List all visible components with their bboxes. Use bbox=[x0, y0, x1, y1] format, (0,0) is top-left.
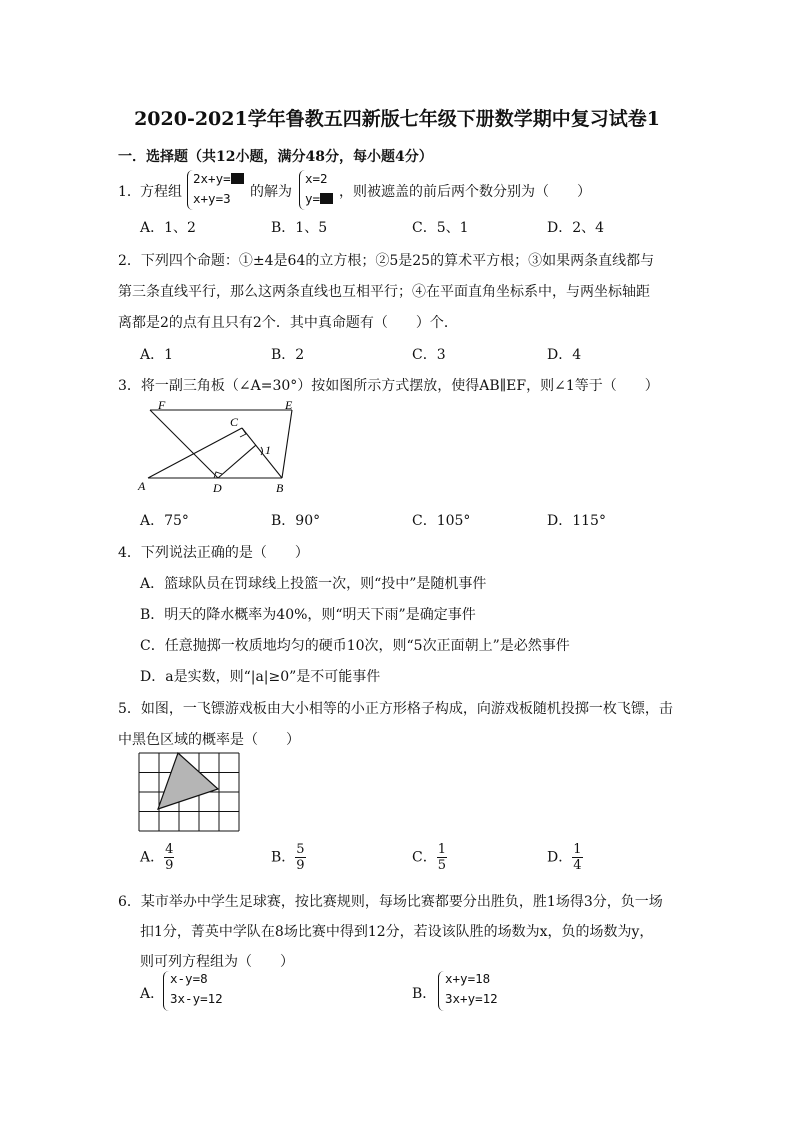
q1-system bbox=[193, 169, 244, 209]
shaded-triangle bbox=[158, 753, 218, 809]
denominator: 9 bbox=[296, 858, 305, 873]
q2-line2: 第三条直线平行，那么这两条直线也互相平行；④在平面直角坐标系中，与两坐标轴距 bbox=[118, 284, 650, 300]
label-d: D bbox=[213, 481, 222, 495]
q1-eq2: x+y=3 bbox=[193, 191, 231, 206]
q5-option-d-letter: D． bbox=[547, 849, 573, 866]
q5-option-d[interactable] bbox=[547, 842, 583, 873]
q1-option-d[interactable]: D．2、4 bbox=[547, 220, 605, 236]
label-e: E bbox=[285, 398, 293, 412]
label-b: B bbox=[276, 481, 284, 495]
q2-line3: 离都是2的点有且只有2个．其中真命题有（ ）个． bbox=[118, 315, 458, 331]
q2-line1: 2．下列四个命题：①±4是64的立方根；②5是25的算术平方根；③如果两条直线都与 bbox=[118, 253, 655, 269]
q4-stem: 4．下列说法正确的是（ ） bbox=[118, 545, 309, 561]
label-a: A bbox=[138, 479, 146, 493]
q5-option-a-letter: A． bbox=[140, 849, 165, 866]
angle-1-arc bbox=[261, 447, 263, 455]
q6-b-eq1: x+y=18 bbox=[445, 971, 491, 986]
q6-line2: 扣1分，菁英中学队在8场比赛中得到12分，若设该队胜的场数为x，负的场数为y， bbox=[140, 924, 654, 940]
numerator: 1 bbox=[437, 842, 446, 857]
q5-line2: 中黑色区域的概率是（ ） bbox=[118, 732, 300, 748]
page-title: 2020-2021学年鲁教五四新版七年级下册数学期中复习试卷1 bbox=[134, 108, 660, 130]
cover-block bbox=[320, 193, 333, 204]
q6-option-b-letter[interactable]: B． bbox=[412, 986, 437, 1002]
q3-option-b[interactable]: B．90° bbox=[271, 513, 321, 529]
fraction bbox=[164, 842, 174, 873]
q5-option-b[interactable] bbox=[271, 842, 306, 873]
q6-b-brace bbox=[438, 971, 444, 1011]
q5-option-b-letter: B． bbox=[271, 849, 296, 866]
q1-eq1: 2x+y= bbox=[193, 171, 231, 186]
denominator: 4 bbox=[573, 858, 582, 873]
q3-option-c[interactable]: C．105° bbox=[412, 513, 471, 529]
q6-option-a-system[interactable] bbox=[170, 969, 223, 1009]
q2-option-a[interactable]: A．1 bbox=[140, 347, 174, 363]
q3-option-d[interactable]: D．115° bbox=[547, 513, 606, 529]
label-f: F bbox=[158, 398, 166, 412]
q1-number: 1． bbox=[118, 184, 141, 200]
denominator: 9 bbox=[165, 858, 174, 873]
q1-option-a[interactable]: A．1、2 bbox=[140, 220, 196, 236]
q2-option-c[interactable]: C．3 bbox=[412, 347, 446, 363]
q6-a-brace bbox=[163, 971, 169, 1011]
label-c: C bbox=[230, 415, 239, 429]
q2-option-d[interactable]: D．4 bbox=[547, 347, 582, 363]
numerator: 1 bbox=[573, 842, 582, 857]
q1-s2: y= bbox=[305, 191, 321, 206]
section-heading: 一．选择题（共12小题，满分48分，每小题4分） bbox=[118, 149, 433, 165]
q1-pre: 方程组 bbox=[140, 184, 182, 200]
line-eb bbox=[282, 410, 292, 478]
q5-option-c[interactable] bbox=[412, 842, 447, 873]
label-1: 1 bbox=[265, 443, 271, 457]
q6-a-eq1: x-y=8 bbox=[170, 971, 208, 986]
numerator: 4 bbox=[165, 842, 174, 857]
q5-option-c-letter: C． bbox=[412, 849, 437, 866]
q6-line3: 则可列方程组为（ ） bbox=[140, 954, 294, 970]
right-angle-c bbox=[240, 428, 246, 437]
q3-option-a[interactable]: A．75° bbox=[140, 513, 189, 529]
fraction bbox=[295, 842, 305, 873]
q1-option-c[interactable]: C．5、1 bbox=[412, 220, 469, 236]
cover-block bbox=[231, 173, 244, 184]
q4-option-d[interactable]: D．a是实数，则“|a|≥0”是不可能事件 bbox=[140, 669, 381, 685]
line-dc bbox=[218, 445, 256, 478]
q1-post: ，则被遮盖的前后两个数分别为（ ） bbox=[339, 184, 591, 200]
triangle-figure bbox=[130, 398, 300, 498]
q6-option-b-system[interactable] bbox=[445, 969, 498, 1009]
q6-line1: 6．某市举办中学生足球赛，按比赛规则，每场比赛都要分出胜负，胜1场得3分，负一场 bbox=[118, 894, 663, 910]
q1-option-b[interactable]: B．1、5 bbox=[271, 220, 328, 236]
q1-s1: x=2 bbox=[305, 171, 328, 186]
numerator: 5 bbox=[296, 842, 305, 857]
line-ac bbox=[148, 428, 242, 478]
line-fd bbox=[150, 410, 218, 478]
q5-option-a[interactable] bbox=[140, 842, 174, 873]
q4-option-a[interactable]: A．篮球队员在罚球线上投篮一次，则“投中”是随机事件 bbox=[140, 576, 487, 592]
q6-a-eq2: 3x-y=12 bbox=[170, 991, 223, 1006]
fraction bbox=[572, 842, 582, 873]
q4-option-b[interactable]: B．明天的降水概率为40%，则“明天下雨”是确定事件 bbox=[140, 607, 476, 623]
q3-line1: 3．将一副三角板（∠A=30°）按如图所示方式摆放，使得AB∥EF，则∠1等于（ ） bbox=[118, 378, 659, 394]
q6-option-a-letter[interactable]: A． bbox=[140, 986, 165, 1002]
dartboard-grid bbox=[138, 752, 240, 832]
q1-mid: 的解为 bbox=[250, 184, 292, 200]
q2-option-b[interactable]: B．2 bbox=[271, 347, 305, 363]
q1-solution bbox=[305, 169, 333, 209]
denominator: 5 bbox=[437, 858, 446, 873]
q6-b-eq2: 3x+y=12 bbox=[445, 991, 498, 1006]
q5-line1: 5．如图，一飞镖游戏板由大小相等的小正方形格子构成，向游戏板随机投掷一枚飞镖，击 bbox=[118, 701, 673, 717]
q4-option-c[interactable]: C．任意抛掷一枚质地均匀的硬币10次，则“5次正面朝上”是必然事件 bbox=[140, 638, 570, 654]
fraction bbox=[437, 842, 447, 873]
